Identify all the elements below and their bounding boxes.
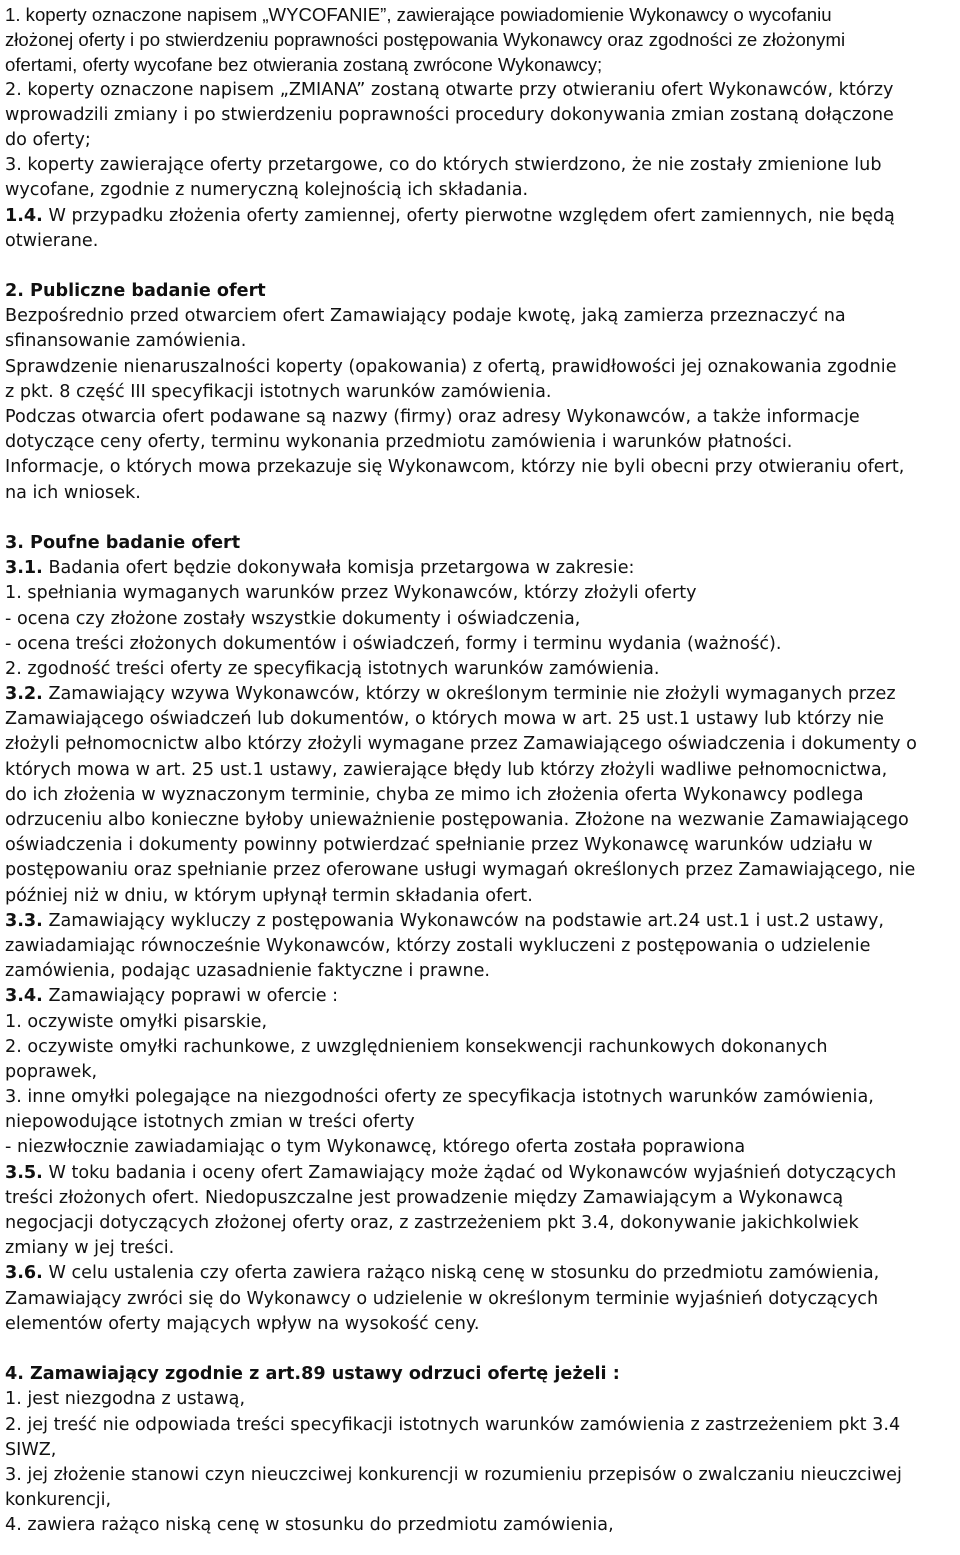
- blank-line: [5, 1337, 956, 1362]
- paragraph-line: [5, 1161, 956, 1186]
- paragraph-line: 1. koperty oznaczone napisem „WYCOFANIE”, zawierające powiadomienie Wykonawcy o wycofaniu: [5, 4, 832, 25]
- paragraph-line: treści złożonych ofert. Niedopuszczalne jest prowadzenie między Zamawiającym a Wykonawcą: [5, 1187, 844, 1208]
- paragraph-line: [5, 556, 956, 581]
- paragraph-line: dotyczące ceny oferty, terminu wykonania przedmiotu zamówienia i warunków płatności.: [5, 432, 793, 453]
- paragraph-line: zamówienia, podając uzasadnienie faktyczne i prawne.: [5, 961, 491, 982]
- section-heading: 4. Zamawiający zgodnie z art.89 ustawy odrzuci ofertę jeżeli :: [5, 1364, 620, 1385]
- section-heading: 2. Publiczne badanie ofert: [5, 281, 266, 302]
- section-heading: 3. Poufne badanie ofert: [5, 532, 241, 553]
- item-number: 3.6.: [5, 1263, 43, 1284]
- paragraph-line: zawiadamiając równocześnie Wykonawców, którzy zostali wykluczeni z postępowania o udzielenie: [5, 935, 871, 956]
- paragraph-line: otwierane.: [5, 230, 99, 251]
- paragraph-line: - ocena czy złożone zostały wszystkie dokumenty i oświadczenia,: [5, 608, 581, 629]
- paragraph-line: poprawek,: [5, 1061, 98, 1082]
- item-text: W celu ustalenia czy oferta zawiera rażąco niską cenę w stosunku do przedmiotu zamówienia,: [42, 1263, 880, 1284]
- paragraph-line: niepowodujące istotnych zmian w treści oferty: [5, 1112, 415, 1133]
- item-number: 3.5.: [5, 1162, 43, 1183]
- paragraph-line: oświadczenia i dokumenty powinny potwierdzać spełnianie przez Wykonawcę warunków udziału w: [5, 835, 873, 856]
- paragraph-line: SIWZ,: [5, 1439, 57, 1460]
- paragraph-line: Zamawiającego oświadczeń lub dokumentów, o których mowa w art. 25 ust.1 ustawy lub którzy nie: [5, 709, 884, 730]
- item-number: 3.4.: [5, 986, 43, 1007]
- paragraph-line: [5, 204, 956, 229]
- blank-line: [5, 506, 956, 531]
- item-text: Badania ofert będzie dokonywała komisja przetargowa w zakresie:: [42, 558, 635, 579]
- paragraph-line: 3. koperty zawierające oferty przetargowe, co do których stwierdzono, że nie zostały zmienione lub: [5, 155, 882, 176]
- paragraph-line: wycofane, zgodnie z numeryczną kolejnością ich składania.: [5, 180, 529, 201]
- item-number: 3.2.: [5, 684, 43, 705]
- paragraph-line: zmiany w jej treści.: [5, 1238, 175, 1259]
- paragraph-line: [5, 682, 956, 707]
- paragraph-line: 4. zawiera rażąco niską cenę w stosunku do przedmiotu zamówienia,: [5, 1515, 614, 1536]
- paragraph-line: odrzuceniu albo konieczne byłoby unieważnienie postępowania. Złożone na wezwanie Zamawiającego: [5, 810, 909, 830]
- paragraph-line: Informacje, o których mowa przekazuje się Wykonawcom, którzy nie byli obecni przy otwieraniu ofert,: [5, 457, 905, 478]
- paragraph-line: 1. spełniania wymaganych warunków przez Wykonawców, którzy złożyli oferty: [5, 583, 697, 604]
- paragraph-line: 3. inne omyłki polegające na niezgodności oferty ze specyfikacja istotnych warunków zamówienia,: [5, 1087, 874, 1108]
- item-text: Zamawiający wykluczy z postępowania Wykonawców na podstawie art.24 ust.1 i ust.2 ustawy,: [42, 910, 884, 931]
- paragraph-line: 3. jej złożenie stanowi czyn nieuczciwej konkurencji w rozumieniu przepisów o zwalczaniu nieuczciwej: [5, 1464, 902, 1485]
- paragraph-line: Sprawdzenie nienaruszalności koperty (opakowania) z ofertą, prawidłowości jej oznakowania zgodnie: [5, 356, 897, 377]
- paragraph-line: 2. jej treść nie odpowiada treści specyfikacji istotnych warunków zamówienia z zastrzeżeniem pkt 3.4: [5, 1414, 901, 1435]
- paragraph-line: [5, 909, 956, 934]
- paragraph-line: 2. zgodność treści oferty ze specyfikacją istotnych warunków zamówienia.: [5, 658, 660, 679]
- item-number: 3.1.: [5, 558, 43, 579]
- paragraph-line: do ich złożenia w wyznaczonym terminie, chyba ze mimo ich złożenia oferta Wykonawcy podlega: [5, 784, 864, 805]
- item-number: 1.4.: [5, 205, 43, 226]
- paragraph-line: na ich wniosek.: [5, 482, 141, 503]
- paragraph-line: [5, 984, 956, 1009]
- paragraph-line: konkurencji,: [5, 1490, 112, 1511]
- paragraph-line: ofertami, oferty wycofane bez otwierania zostaną zwrócone Wykonawcy;: [5, 54, 603, 76]
- paragraph-line: do oferty;: [5, 129, 91, 150]
- paragraph-line: sfinansowanie zamówienia.: [5, 331, 247, 352]
- blank-line: [5, 254, 956, 279]
- item-text: W toku badania i oceny ofert Zamawiający może żądać od Wykonawców wyjaśnień dotyczących: [42, 1162, 897, 1183]
- paragraph-line: 2. oczywiste omyłki rachunkowe, z uwzględnieniem konsekwencji rachunkowych dokonanych: [5, 1036, 828, 1057]
- paragraph-line: złożyli pełnomocnictw albo którzy złożyli wymagane przez Zamawiającego oświadczenia i dokumenty o: [5, 734, 917, 755]
- paragraph-line: z pkt. 8 część III specyfikacji istotnych warunków zamówienia.: [5, 381, 552, 402]
- paragraph-line: 1. oczywiste omyłki pisarskie,: [5, 1011, 268, 1032]
- paragraph-line: Bezpośrednio przed otwarciem ofert Zamawiający podaje kwotę, jaką zamierza przeznaczyć na: [5, 306, 846, 327]
- paragraph-line: których mowa w art. 25 ust.1 ustawy, zawierające błędy lub którzy złożyli wadliwe pełnomocnictwa,: [5, 759, 888, 780]
- paragraph-line: [5, 1261, 956, 1286]
- paragraph-line: Zamawiający zwróci się do Wykonawcy o udzielenie w określonym terminie wyjaśnień dotyczących: [5, 1288, 879, 1309]
- item-text: Zamawiający poprawi w ofercie :: [42, 986, 339, 1007]
- paragraph-line: postępowaniu oraz spełnianie przez oferowane usługi wymagań określonych przez Zamawiającego, nie: [5, 860, 916, 881]
- paragraph-line: wprowadzili zmiany i po stwierdzeniu poprawności procedury dokonywania zmian zostaną dołączone: [5, 104, 894, 125]
- paragraph-line: negocjacji dotyczących złożonej oferty oraz, z zastrzeżeniem pkt 3.4, dokonywanie jakichkolwiek: [5, 1213, 859, 1233]
- paragraph-line: elementów oferty mających wpływ na wysokość ceny.: [5, 1313, 480, 1334]
- paragraph-line: 2. koperty oznaczone napisem „ZMIANA” zostaną otwarte przy otwieraniu ofert Wykonawców, którzy: [5, 79, 894, 100]
- item-number: 3.3.: [5, 910, 43, 931]
- paragraph-line: - niezwłocznie zawiadamiając o tym Wykonawcę, którego oferta została poprawiona: [5, 1137, 746, 1158]
- paragraph-line: - ocena treści złożonych dokumentów i oświadczeń, formy i terminu wydania (ważność).: [5, 633, 782, 654]
- paragraph-line: złożonej oferty i po stwierdzeniu poprawności postępowania Wykonawcy oraz zgodności ze złożonymi: [5, 29, 846, 51]
- item-text: W przypadku złożenia oferty zamiennej, oferty pierwotne względem ofert zamiennych, nie będą: [42, 205, 895, 226]
- paragraph-line: 1. jest niezgodna z ustawą,: [5, 1389, 246, 1410]
- paragraph-line: Podczas otwarcia ofert podawane są nazwy (firmy) oraz adresy Wykonawców, a także informacje: [5, 407, 860, 427]
- item-text: Zamawiający wzywa Wykonawców, którzy w określonym terminie nie złożyli wymaganych przez: [42, 684, 896, 705]
- paragraph-line: później niż w dniu, w którym upłynął termin składania ofert.: [5, 885, 533, 906]
